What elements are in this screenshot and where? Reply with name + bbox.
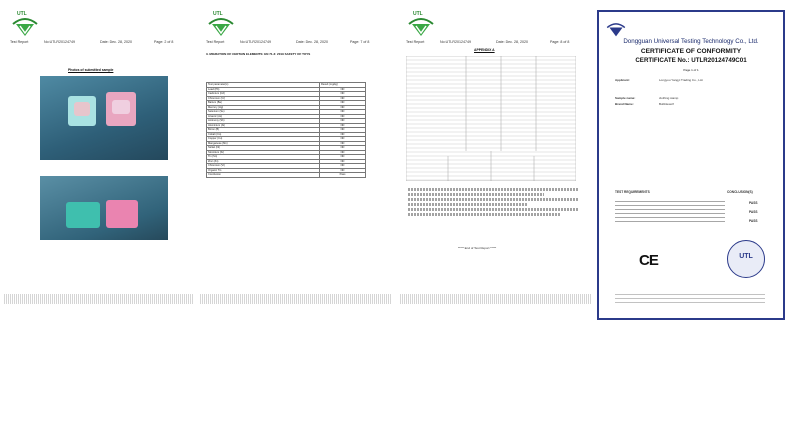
- column-header: Result (mg/kg): [320, 83, 366, 88]
- element-name: Selenium (Se): [207, 110, 320, 115]
- report-page-migration: [200, 8, 392, 318]
- element-name: Tin (Sn): [207, 155, 320, 160]
- result-pass: PASS: [749, 219, 758, 223]
- element-result: ND: [320, 150, 366, 155]
- page-number: Page: 2 of 8: [154, 40, 174, 44]
- element-result: ND: [320, 119, 366, 124]
- report-date: Date: Dec. 28, 2020: [100, 40, 132, 44]
- sample-photo-1: [40, 76, 168, 160]
- result-pass: PASS: [749, 210, 758, 214]
- element-name: Mercury (Hg): [207, 105, 320, 110]
- table-row: [207, 173, 366, 178]
- section-title: Photos of submitted sample: [68, 68, 114, 72]
- sample-label: Sample name:: [615, 96, 636, 100]
- report-page-appendix: [400, 8, 592, 318]
- element-result: ND: [320, 155, 366, 160]
- element-result: ND: [320, 132, 366, 137]
- element-result: ND: [320, 110, 366, 115]
- header-label: Test Report: [206, 40, 225, 44]
- appendix-table: [406, 56, 576, 181]
- sample-value: clothing stamp: [659, 96, 679, 100]
- report-number: No:UTLR20124749: [44, 40, 75, 44]
- conclusions-heading: CONCLUSION(S): [727, 190, 753, 194]
- element-name: Arsenic (As): [207, 114, 320, 119]
- element-result: ND: [320, 168, 366, 173]
- page-footer: [400, 294, 592, 304]
- element-result: ND: [320, 159, 366, 164]
- element-name: Boron (B): [207, 128, 320, 133]
- company-name: Dongguan Universal Testing Technology Co., Ltd.: [623, 38, 759, 45]
- column-header: Test parameter(s): [207, 83, 320, 88]
- element-result: Pass: [320, 173, 366, 178]
- element-result: ND: [320, 96, 366, 101]
- element-name: Chromium (Cr): [207, 96, 320, 101]
- utl-logo-icon: [406, 14, 436, 38]
- brand-value: Bubblewolf: [659, 102, 674, 106]
- element-name: Antimony (Sb): [207, 119, 320, 124]
- report-number: No:UTLR20124749: [240, 40, 271, 44]
- sample-stamp-magenta: [106, 200, 138, 228]
- element-result: ND: [320, 141, 366, 146]
- element-name: Zinc (Zn): [207, 159, 320, 164]
- end-of-report: ***** End of Test Report *****: [458, 246, 497, 250]
- element-result: ND: [320, 128, 366, 133]
- element-result: ND: [320, 164, 366, 169]
- utl-logo-icon: [605, 20, 627, 38]
- page-number: Page: 7 of 8: [350, 40, 370, 44]
- element-result: ND: [320, 114, 366, 119]
- page-footer: [200, 294, 392, 304]
- section-title: APPENDIX A: [474, 48, 495, 52]
- element-name: Aluminium (Al): [207, 123, 320, 128]
- certificate-footer: [615, 294, 765, 306]
- element-result: ND: [320, 92, 366, 97]
- certificate-number: CERTIFICATE No.: UTLR20124749C01: [635, 57, 747, 64]
- element-name: Lead (Pb): [207, 87, 320, 92]
- element-name: Nickel (Ni): [207, 146, 320, 151]
- certificate-page-number: Page 1 of 1: [683, 68, 699, 72]
- certificate-title: CERTIFICATE OF CONFORMITY: [640, 48, 742, 55]
- element-name: Strontium (Sr): [207, 150, 320, 155]
- element-name: Copper (Cu): [207, 137, 320, 142]
- sample-stamp-green: [66, 202, 100, 228]
- element-name: Conclusion: [207, 173, 320, 178]
- applicant-value: Longyou Yangyi Trading Co., Ltd.: [659, 78, 704, 82]
- logo-text: UTL: [413, 11, 423, 17]
- header-label: Test Report: [406, 40, 425, 44]
- sample-photo-2: [40, 176, 168, 240]
- applicant-label: Applicant:: [615, 78, 630, 82]
- test-requirements-heading: TEST REQUIREMENTS: [615, 190, 650, 194]
- header-label: Test Report: [10, 40, 29, 44]
- logo-text: UTL: [17, 11, 27, 17]
- element-name: Manganese (Mn): [207, 141, 320, 146]
- brand-label: Brand Name:: [615, 102, 634, 106]
- report-page-photos: [4, 8, 194, 318]
- element-result: ND: [320, 105, 366, 110]
- report-date: Date: Dec. 28, 2020: [296, 40, 328, 44]
- result-pass: PASS: [749, 201, 758, 205]
- section-title: 3. MIGRATION OF CERTAIN ELEMENTS: EN 71-3: 2019 SAFETY OF TOYS: [206, 52, 311, 56]
- requirements-text: [615, 201, 725, 225]
- report-date: Date: Dec. 28, 2020: [496, 40, 528, 44]
- element-result: ND: [320, 101, 366, 106]
- report-number: No:UTLR20124749: [440, 40, 471, 44]
- element-result: ND: [320, 137, 366, 142]
- element-result: ND: [320, 146, 366, 151]
- results-table: [206, 82, 366, 178]
- element-result: ND: [320, 87, 366, 92]
- utl-logo-icon: [206, 14, 236, 38]
- element-result: ND: [320, 123, 366, 128]
- element-name: Cadmium (Cd): [207, 92, 320, 97]
- ce-mark-icon: CE: [639, 252, 658, 269]
- element-name: Cobalt (Co): [207, 132, 320, 137]
- element-name: Organic Tin: [207, 168, 320, 173]
- page-footer: [4, 294, 194, 304]
- page-number: Page: 8 of 8: [550, 40, 570, 44]
- element-name: Chromium (VI): [207, 164, 320, 169]
- logo-text: UTL: [213, 11, 223, 17]
- utl-logo-icon: [10, 14, 40, 38]
- certificate-page: [597, 10, 785, 320]
- element-name: Barium (Ba): [207, 101, 320, 106]
- certificate-seal: UTL: [727, 240, 765, 278]
- appendix-notes: [408, 186, 578, 218]
